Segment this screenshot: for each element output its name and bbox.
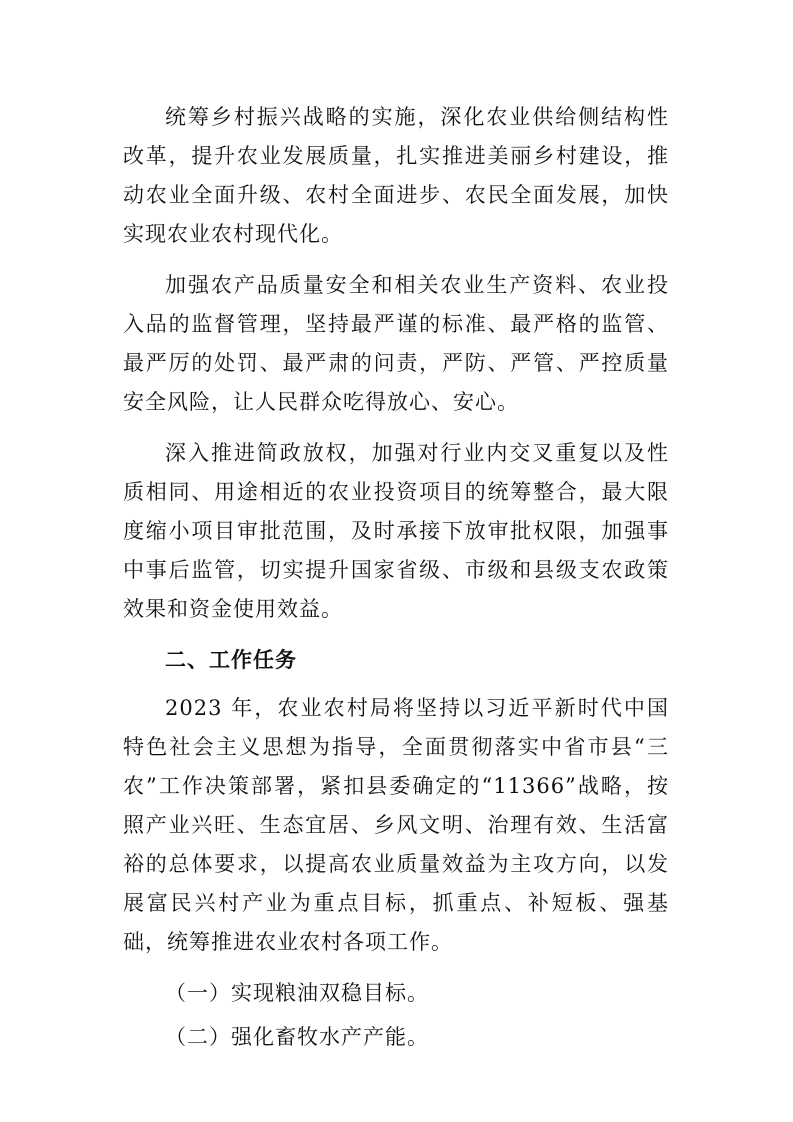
list-item-livestock-aquatic: （二）强化畜牧水产产能。	[165, 1025, 429, 1049]
paragraph-work-tasks: 2023 年，农业农村局将坚持以习近平新时代中国特色社会主义思想为指导，全面贯彻落实中省市县“三农”工作决策部署，紧扣县委确定的“11366”战略，按照产业兴旺、生态宜居、乡风文明、治理有效、生活富裕的总体要求，以提高农业质量效益为主攻方向，以发展富民兴村产业为重点目标，抓重点、补短板、强基础，统筹推进农业农村各项工作。	[123, 696, 669, 954]
document-page	[123, 98, 669, 1062]
paragraph-streamline-admin: 深入推进简政放权，加强对行业内交叉重复以及性质相同、用途相近的农业投资项目的统筹整合，最大限度缩小项目审批范围，及时承接下放审批权限，加强事中事后监管，切实提升国家省级、市级和县级支农政策效果和资金使用效益。	[123, 441, 669, 621]
paragraph-rural-revitalization: 统筹乡村振兴战略的实施，深化农业供给侧结构性改革，提升农业发展质量，扎实推进美丽乡村建设，推动农业全面升级、农村全面进步、农民全面发展，加快实现农业农村现代化。	[123, 105, 669, 246]
paragraph-quality-safety: 加强农产品质量安全和相关农业生产资料、农业投入品的监督管理，坚持最严谨的标准、最严格的监管、最严厉的处罚、最严肃的问责，严防、严管、严控质量安全风险，让人民群众吃得放心、安心。	[123, 273, 669, 414]
section-heading-work-tasks: 二、工作任务	[165, 648, 297, 672]
list-item-grain-oil: （一）实现粮油双稳目标。	[165, 981, 429, 1005]
